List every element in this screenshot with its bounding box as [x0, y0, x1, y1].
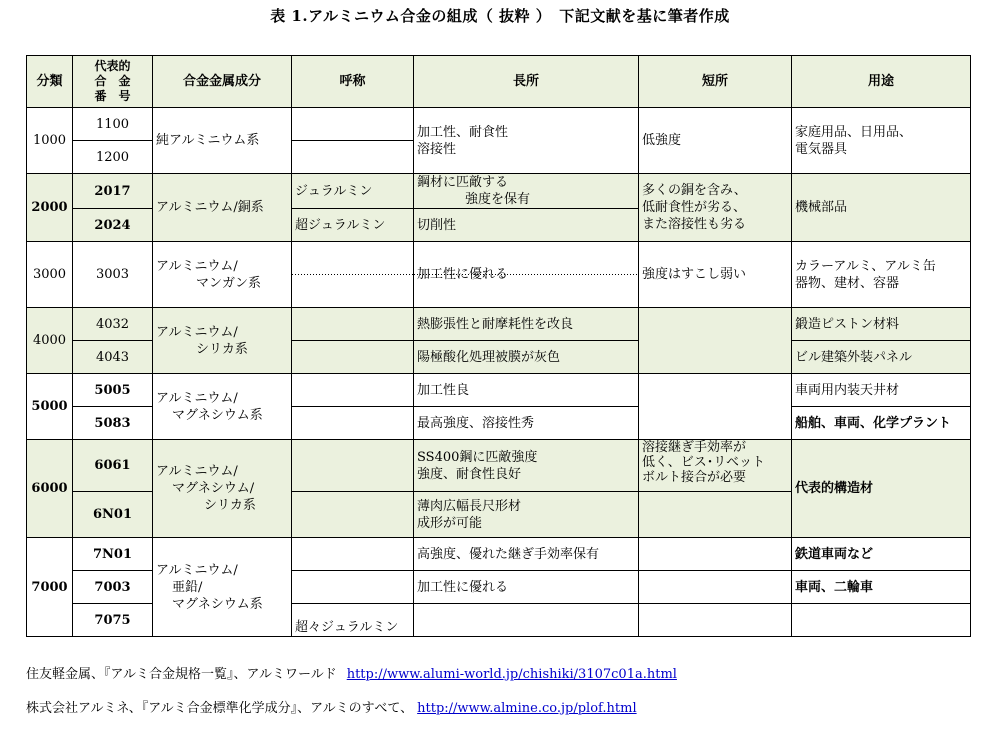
- demerit-6000: 溶接継ぎ手効率が 低く、ビス･リベット ボルト接合が必要: [639, 440, 792, 492]
- name-7N01: [292, 538, 414, 571]
- comp-5000-line1: アルミニウム/: [156, 390, 238, 406]
- comp-4000: [153, 308, 292, 374]
- table-title: 表 1.アルミニウム合金の組成（ 抜粋 ） 下記文献を基に筆者作成: [270, 7, 730, 25]
- comp-1000: 純アルミニウム系: [153, 108, 292, 174]
- references: [26, 666, 677, 734]
- demerit-3000: 強度はすこし弱い: [639, 242, 792, 308]
- alloy-no-5083: 5083: [73, 407, 153, 440]
- use-7003: 車両、二輪車: [792, 571, 971, 604]
- use-3000: カラーアルミ、アルミ缶 器物、建材、容器: [792, 242, 971, 308]
- use-4043: ビル建築外装パネル: [792, 341, 971, 374]
- merit-4032: 熱膨張性と耐摩耗性を改良: [414, 308, 639, 341]
- alloy-no-6061: 6061: [73, 440, 153, 492]
- use-5083: 船舶、車両、化学プラント: [792, 407, 971, 440]
- comp-4000-line1: アルミニウム/: [156, 324, 238, 340]
- class-3000: 3000: [27, 242, 73, 308]
- comp-7000-line1: アルミニウム/: [156, 562, 238, 578]
- comp-2000: アルミニウム/銅系: [153, 174, 292, 242]
- merit-6N01: 薄肉広幅長尺形材 成形が可能: [414, 492, 639, 538]
- comp-3000: [153, 242, 292, 308]
- reference-2: [26, 700, 677, 717]
- row-5000a: [27, 374, 971, 407]
- merit-2017: [414, 174, 639, 209]
- reference-1-link[interactable]: http://www.alumi-world.jp/chishiki/3107c01a.html: [346, 667, 677, 682]
- class-4000: 4000: [27, 308, 73, 374]
- alloy-no-7003: 7003: [73, 571, 153, 604]
- use-5005: 車両用内装天井材: [792, 374, 971, 407]
- merit-5083: 最高強度、溶接性秀: [414, 407, 639, 440]
- comp-3000-line2: マンガン系: [196, 275, 262, 291]
- row-3000: [27, 242, 971, 308]
- class-2000: 2000: [27, 174, 73, 242]
- row-2000a: [27, 174, 971, 209]
- use-6000: 代表的構造材: [792, 440, 971, 538]
- comp-5000-line2: マグネシウム系: [172, 407, 263, 423]
- alloy-no-7N01: 7N01: [73, 538, 153, 571]
- demerit-7003: [639, 571, 792, 604]
- merit-7N01: 高強度、優れた継ぎ手効率保有: [414, 538, 639, 571]
- use-2000: 機械部品: [792, 174, 971, 242]
- name-7075: 超々ジュラルミン: [292, 604, 414, 637]
- comp-5000: [153, 374, 292, 440]
- alloy-no-2024: 2024: [73, 209, 153, 242]
- comp-7000: [153, 538, 292, 637]
- name-3003: [292, 242, 414, 308]
- merit-5005: 加工性良: [414, 374, 639, 407]
- alloy-no-4043: 4043: [73, 341, 153, 374]
- alloy-no-1200: 1200: [73, 141, 153, 174]
- alloy-no-4032: 4032: [73, 308, 153, 341]
- name-4043: [292, 341, 414, 374]
- merit-2024: 切削性: [414, 209, 639, 242]
- name-6061: [292, 440, 414, 492]
- comp-6000-line1: アルミニウム/: [156, 464, 238, 479]
- use-7075: [792, 604, 971, 637]
- header-bunrui: 分類: [27, 56, 73, 108]
- name-6N01: [292, 492, 414, 538]
- merit-7075: [414, 604, 639, 637]
- merit-2017-line1: 鋼材に匹敵する: [417, 175, 509, 190]
- merit-4043: 陽極酸化処理被膜が灰色: [414, 341, 639, 374]
- comp-3000-line1: アルミニウム/: [156, 258, 238, 274]
- comp-7000-line3: マグネシウム系: [172, 596, 263, 612]
- demerit-1000: 低強度: [639, 108, 792, 174]
- alloy-no-3003: 3003: [73, 242, 153, 308]
- header-tansho: 短所: [639, 56, 792, 108]
- alloy-table: [26, 55, 971, 637]
- row-1000a: [27, 108, 971, 141]
- class-7000: 7000: [27, 538, 73, 637]
- comp-6000-line3: シリカ系: [204, 498, 256, 513]
- header-bango: 代表的 合 金 番 号: [73, 56, 153, 108]
- name-1200: [292, 141, 414, 174]
- header-youto: 用途: [792, 56, 971, 108]
- name-2017: ジュラルミン: [292, 174, 414, 209]
- use-4032: 鍛造ピストン材料: [792, 308, 971, 341]
- row-6000a: [27, 440, 971, 492]
- row-7000a: [27, 538, 971, 571]
- alloy-no-6N01: 6N01: [73, 492, 153, 538]
- merit-6061: SS400鋼に匹敵強度 強度、耐食性良好: [414, 440, 639, 492]
- class-5000: 5000: [27, 374, 73, 440]
- demerit-4000: [639, 308, 792, 374]
- header-row: [27, 56, 971, 108]
- name-5083: [292, 407, 414, 440]
- demerit-2000: 多くの銅を含み、 低耐食性が劣る、 また溶接性も劣る: [639, 174, 792, 242]
- use-1000: 家庭用品、日用品、 電気器具: [792, 108, 971, 174]
- class-1000: 1000: [27, 108, 73, 174]
- comp-6000-line2: マグネシウム/: [172, 481, 255, 496]
- comp-4000-line2: シリカ系: [196, 341, 248, 357]
- reference-1: [26, 666, 677, 683]
- name-5005: [292, 374, 414, 407]
- demerit-7N01: [639, 538, 792, 571]
- merit-3000: 加工性に優れる: [414, 242, 639, 308]
- merit-7003: 加工性に優れる: [414, 571, 639, 604]
- reference-2-link[interactable]: http://www.almine.co.jp/plof.html: [417, 701, 637, 716]
- header-seibun: 合金金属成分: [153, 56, 292, 108]
- alloy-no-7075: 7075: [73, 604, 153, 637]
- reference-1-text: 住友軽金属、『アルミ合金規格一覧』、アルミワールド: [26, 667, 337, 682]
- demerit-7075: [639, 604, 792, 637]
- class-6000: 6000: [27, 440, 73, 538]
- demerit-6N01: [639, 492, 792, 538]
- comp-6000: [153, 440, 292, 538]
- header-koshou: 呼称: [292, 56, 414, 108]
- name-7003: [292, 571, 414, 604]
- use-7N01: 鉄道車両など: [792, 538, 971, 571]
- name-2024: 超ジュラルミン: [292, 209, 414, 242]
- row-4000a: [27, 308, 971, 341]
- alloy-no-5005: 5005: [73, 374, 153, 407]
- name-1100: [292, 108, 414, 141]
- header-chousho: 長所: [414, 56, 639, 108]
- merit-1000: 加工性、耐食性 溶接性: [414, 108, 639, 174]
- merit-2017-line2: 強度を保有: [465, 192, 531, 207]
- name-4032: [292, 308, 414, 341]
- alloy-no-2017: 2017: [73, 174, 153, 209]
- alloy-no-1100: 1100: [73, 108, 153, 141]
- demerit-5000: [639, 374, 792, 440]
- reference-2-text: 株式会社アルミネ、『アルミ合金標準化学成分』、アルミのすべて、: [26, 701, 414, 716]
- comp-7000-line2: 亜鉛/: [172, 579, 203, 595]
